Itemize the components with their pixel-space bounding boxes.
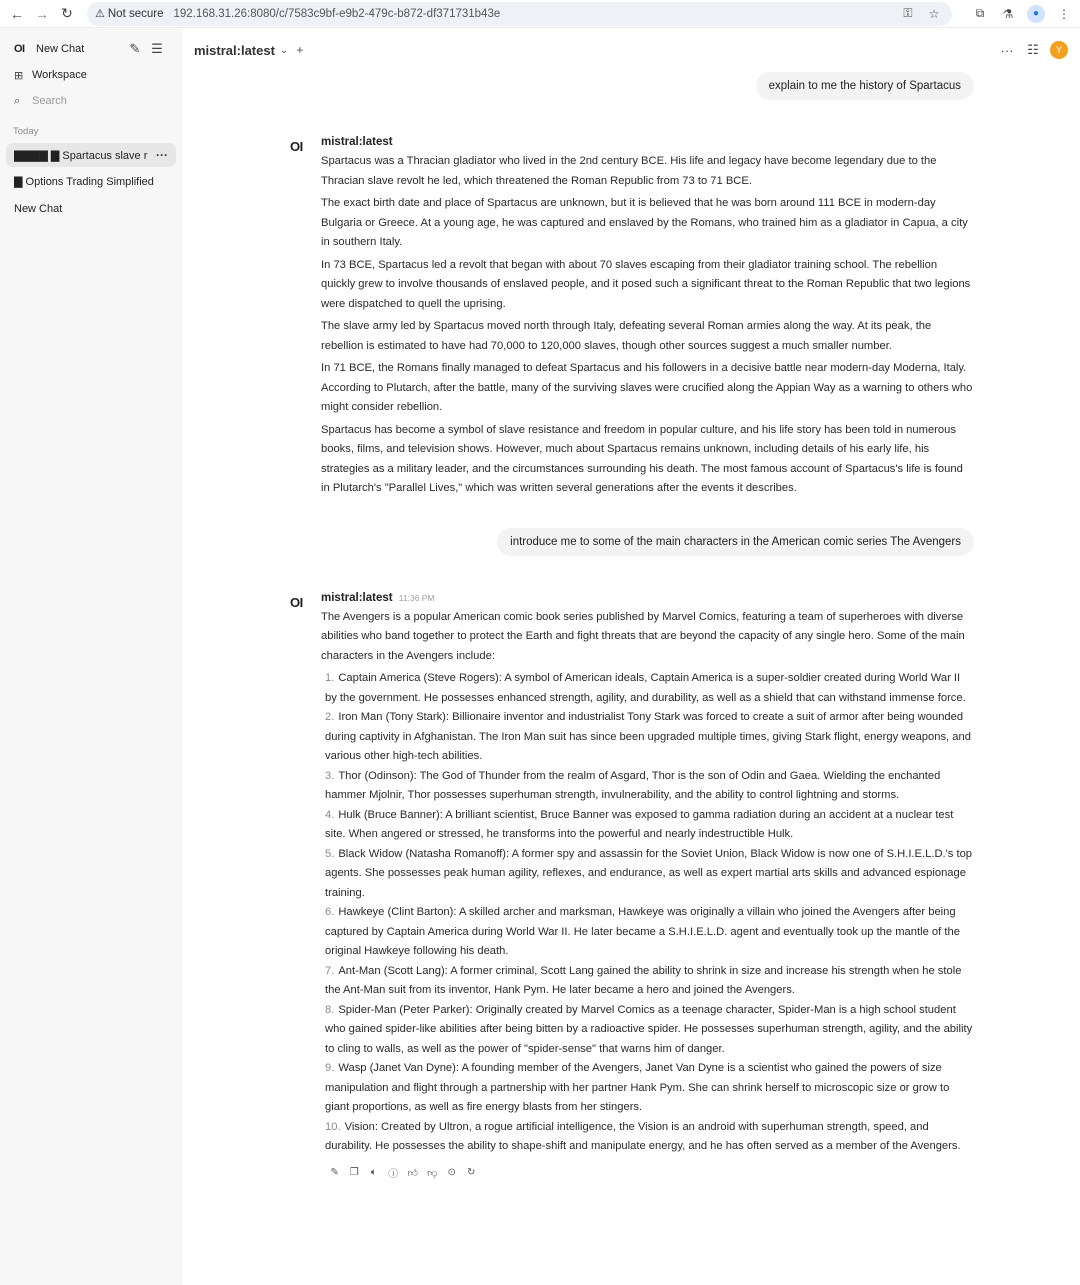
list-number: 6. [325,906,335,918]
edit-icon[interactable]: ✎ [330,1167,339,1178]
section-label-today: Today [13,126,39,137]
chat-item-title: ▇ Options Trading Simplified [14,175,154,188]
list-number: 5. [325,847,335,860]
chat-item-title: New Chat [14,203,63,215]
user-message: explain to me the history of Spartacus [756,72,974,100]
more-options-icon[interactable]: ··· [156,148,168,162]
message-paragraph: In 73 BCE, Spartacus led a revolt that began with about 70 slaves escaping from their gladiator training school. The rebellion quickly grew to involve thousands of enslaved people, and it posed such a significant threat to the Roman Republic that two legions were dispatched to quell the uprising. [321,258,971,310]
sidebar [0,28,182,1285]
chat-item[interactable] [6,169,176,193]
list-number: 3. [325,769,335,782]
search-placeholder: Search [32,95,67,107]
list-item [325,845,974,904]
list-text: Hulk (Bruce Banner): A brilliant scientist, Bruce Banner was exposed to gamma radiation during an accident at a nuclear test site. When angered or stressed, he transforms into the powerful and nearly indestructible Hulk. [325,808,954,840]
list-item [325,669,974,708]
list-number: 10. [325,1120,341,1133]
list-text: Ant-Man (Scott Lang): A former criminal, Scott Lang gained the ability to shrink in size and increase his strength when he stole the Ant-Man suit from its inventor, Hank Pym. He later became a hero and joined the Avengers. [325,964,962,996]
security-indicator[interactable] [95,7,163,20]
chat-thread [182,72,1080,1181]
list-item [325,806,974,845]
list-text: Vision: Created by Ultron, a rogue artificial intelligence, the Vision is an android with superhuman strength, speed, and durability. He possesses the ability to shape-shift and manipulate energy, and he has often served as a member of the Avengers. [325,1120,961,1152]
list-text: Thor (Odinson): The God of Thunder from the realm of Asgard, Thor is the son of Odin and Gaea. Wielding the enchanted hammer Mjolnir, Thor possesses superhuman strength, invulnerability, and the ability to control lightning and storms. [325,769,941,801]
star-icon[interactable]: ☆ [928,6,940,21]
list-item [325,767,974,806]
message-paragraph: The Avengers is a popular American comic book series published by Marvel Comics, featuring a team of superheroes with diverse abilities who band together to protect the Earth and fight threats that are beyond the capacity of any single hero. Some of the main characters in the Avengers include: [321,610,965,662]
assistant-message [290,136,974,502]
search-icon: ⌕ [14,94,21,107]
copy-icon[interactable]: ❐ [349,1167,359,1178]
chat-item-title: ▇▇▇▇ ▇ Spartacus slave r [14,149,148,162]
message-paragraph: The slave army led by Spartacus moved north through Italy, defeating several Roman armies along the way. At its peak, the rebellion is estimated to have had 70,000 to 120,000 slaves, though other sources suggest a much smaller number. [321,320,932,352]
person-icon[interactable] [1026,4,1046,24]
workspace-icon: ⊞ [14,69,24,82]
message-paragraph: In 71 BCE, the Romans finally managed to defeat Spartacus and his followers in a decisive battle near modern-day Moderna, Italy. According to Plutarch, after the battle, many of the surviving slaves were crucified along the Appian Way as a warning to others who might consider rebellion. [321,362,973,413]
assistant-model-name: mistral:latest [321,591,393,604]
message-actions [325,1165,974,1181]
browser-toolbar [0,0,1080,28]
sidebar-new-chat[interactable] [6,36,176,62]
list-item [325,1001,974,1060]
thumbs-up-icon[interactable]: 👍︎ [407,1167,418,1179]
list-number: 1. [325,672,335,684]
puzzle-icon[interactable]: ⧉ [975,6,985,20]
model-selector[interactable]: mistral:latest [194,42,275,58]
continue-icon[interactable]: ⊙ [447,1167,456,1178]
flask-icon[interactable]: ⚗ [1002,6,1014,21]
kebab-menu-icon[interactable]: ⋮ [1058,6,1070,21]
character-list [325,669,974,1157]
chevron-down-icon[interactable]: ⌄ [279,44,289,56]
list-text: Spider-Man (Peter Parker): Originally created by Marvel Comics as a teenage character, Spider-Man is a high school student who gained spider-like abilities after being bitten by a radioactive spider. He possesses superhuman strength, agility, and the ability to cling to walls, as well as the power of "spider-sense" that warns him of danger. [325,1003,973,1055]
reload-icon[interactable]: ↻ [61,5,73,21]
list-item [325,903,974,962]
message-paragraph: The exact birth date and place of Spartacus are unknown, but it is believed that he was born around 111 BCE in modern-day Bulgaria or Greece. At a young age, he was captured and enslaved by the Romans, who trained him as a gladiator in Capua, a city in southern Italy. [321,197,968,248]
list-text: Captain America (Steve Rogers): A symbol of American ideals, Captain America is a super-soldier created during World War II by the government. He possesses enhanced strength, agility, and durability, as well as a shield that can withstand immense force. [325,672,966,704]
message-paragraph: Spartacus has become a symbol of slave resistance and freedom in popular culture, and his life story has been told in numerous books, films, and television shows. However, much about Spartacus remains unknown, including details of his early life, his strategies as a military leader, and the circumstances surrounding his death. The most famous account of Spartacus's life is found in Plutarch's "Parallel Lives," which was written several generations after the events it describes. [321,423,963,494]
speaker-icon[interactable]: 🔈︎ [370,1167,377,1178]
list-text: Hawkeye (Clint Barton): A skilled archer and marksman, Hawkeye was originally a villain who joined the Avengers after being captured by Captain America during World War II. He later became a S.H.I.E.L.D. agent and eventually took up the mantle of the original Hawkeye following his death. [325,906,960,957]
list-item [325,1118,974,1157]
back-arrow-icon[interactable]: ← [10,5,24,22]
chat-item[interactable] [6,143,176,167]
new-chat-label: New Chat [36,43,85,55]
app-logo: OI [14,43,25,55]
assistant-message [290,592,974,1181]
sidebar-item-workspace[interactable] [6,62,176,88]
list-text: Iron Man (Tony Stark): Billionaire inventor and industrialist Tony Stark was forced to create a suit of armor after being wounded during captivity in Afghanistan. The Iron Man suit has since been upgraded multiple times, giving Stark flight, energy weapons, and various other high-tech abilities. [325,711,971,762]
workspace-label: Workspace [32,69,87,81]
warning-icon: ⚠ [95,8,105,20]
assistant-model-name: mistral:latest [321,136,393,148]
list-number: 4. [325,808,335,821]
list-number: 7. [325,964,335,977]
list-text: Black Widow (Natasha Romanoff): A former spy and assassin for the Soviet Union, Black Widow is now one of S.H.I.E.L.D.'s top agents. She possesses peak human agility, reflexes, and endurance, as well as expert martial arts skills and advanced espionage training. [325,847,973,899]
regenerate-icon[interactable]: ↻ [467,1167,476,1178]
forward-arrow-icon[interactable]: → [35,5,49,22]
list-item [325,708,974,767]
url-text[interactable]: 192.168.31.26:8080/c/7583c9bf-e9b2-479c-b872-df371731b43e [173,7,501,20]
message-paragraph: Spartacus was a Thracian gladiator who lived in the 2nd century BCE. His life and legacy have become legendary due to the Thracian slave revolt he led, which threatened the Roman Republic from 73 to 71 BCE. [321,155,937,187]
list-number: 2. [325,711,335,723]
list-text: Wasp (Janet Van Dyne): A founding member of the Avengers, Janet Van Dyne is a scientist who gained the powers of size manipulation and flight through a partnership with her partner Hank Pym. She can shrink herself to microscopic size or grow to giant proportions, as well as fire energy blasts from her stingers. [325,1062,950,1113]
user-avatar[interactable]: Y [1050,41,1068,59]
compose-icon[interactable]: ✎ [129,41,141,56]
main-panel [182,28,1080,1285]
assistant-logo: OI [290,594,303,610]
settings-sliders-icon[interactable]: ☷ [1027,42,1039,57]
thumbs-down-icon[interactable]: 👎︎ [427,1167,438,1179]
user-message: introduce me to some of the main characters in the American comic series The Avengers [497,528,974,556]
list-number: 9. [325,1062,335,1074]
add-model-icon[interactable]: + [296,43,304,57]
sidebar-search[interactable] [6,88,176,114]
security-label: Not secure [107,7,164,20]
sidebar-toggle-icon[interactable]: ☰ [151,41,163,56]
address-bar[interactable] [87,2,952,26]
chat-item[interactable] [6,197,176,221]
key-icon[interactable]: ⚿ [903,6,913,20]
profile-avatar: ● [1027,5,1045,23]
message-timestamp: 11:36 PM [398,592,435,603]
list-number: 8. [325,1003,335,1016]
assistant-logo: OI [290,139,303,154]
chat-header [182,28,1080,72]
list-item [325,962,974,1001]
info-icon[interactable]: ⓘ [388,1169,399,1180]
more-horizontal-icon[interactable]: ··· [1000,42,1014,58]
list-item [325,1059,974,1118]
